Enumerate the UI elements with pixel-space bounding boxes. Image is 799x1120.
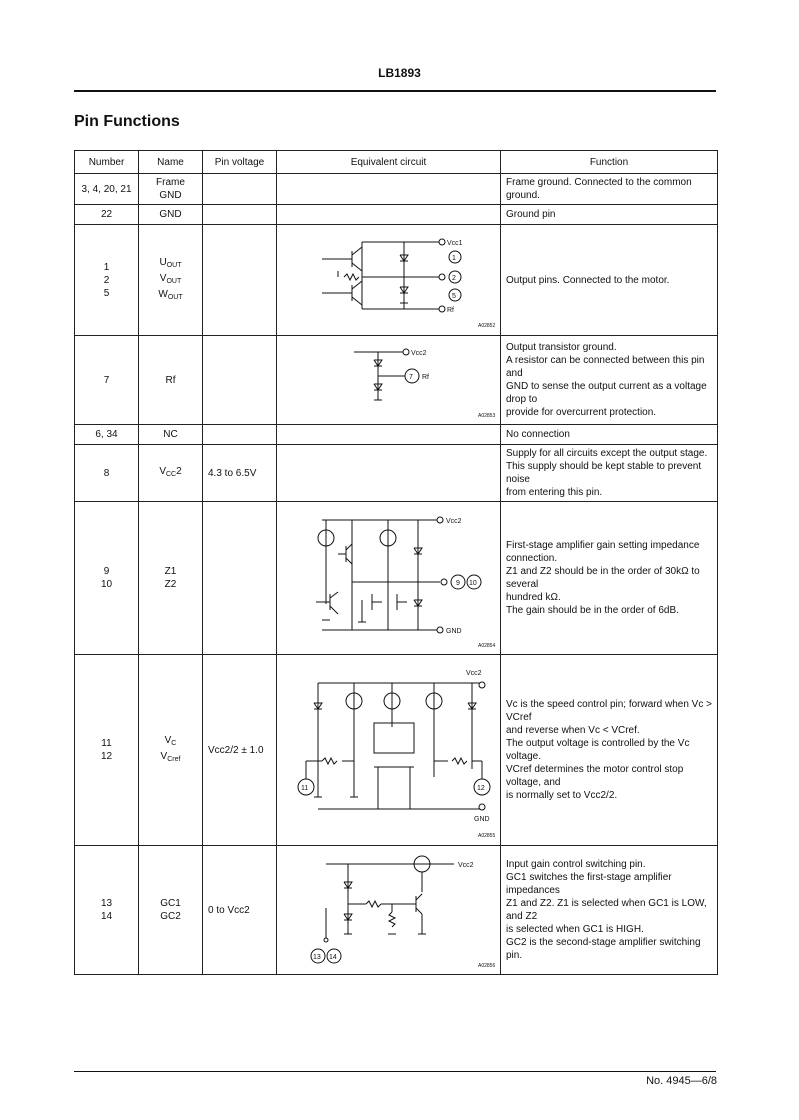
function-text: Output pins. Connected to the motor. [506, 274, 670, 286]
drawing-code: A02856 [478, 963, 496, 969]
pin-number: 6, 34 [75, 425, 139, 445]
pin-number: 3, 4, 20, 21 [75, 174, 139, 205]
column-header-equivalent-circuit: Equivalent circuit [277, 151, 501, 174]
label-vcc1: Vcc1 [447, 240, 463, 247]
pin-voltage [203, 174, 277, 205]
function-text: VCref determines the motor control stop voltage, and [506, 764, 684, 788]
pin-name: GND [139, 205, 203, 225]
output-circuit-diagram [282, 227, 506, 333]
pin-voltage [203, 336, 277, 425]
pin-marker-9: 9 [456, 580, 460, 587]
pin-number-12: 12 [100, 751, 113, 762]
drawing-code: A02854 [478, 643, 496, 649]
column-header-number: Number [75, 151, 139, 174]
pin-number-2: 2 [103, 274, 110, 286]
function-text: Ground pin [506, 209, 556, 220]
footer-rule [74, 1071, 716, 1072]
document-title: LB1893 [378, 66, 421, 80]
pin-number-1: 1 [103, 261, 110, 273]
pin-name-gc1: GC1 [160, 898, 181, 909]
function-text: is normally set to Vcc2/2. [506, 790, 618, 801]
function-text: The output voltage is controlled by the Vc voltage. [506, 738, 690, 762]
pin-marker-1: 1 [452, 255, 456, 262]
function-text: GC1 switches the first-stage amplifier impedances [506, 872, 672, 896]
pin-marker-14: 14 [329, 954, 337, 961]
pin-function [501, 174, 718, 205]
pin-voltage: Vcc2/2 ± 1.0 [203, 655, 277, 846]
pin-function [501, 336, 718, 425]
function-text: hundred kΩ. [506, 592, 561, 603]
label-vcc2: Vcc2 [411, 350, 427, 357]
equivalent-circuit [277, 225, 501, 336]
pin-name-gc2: GC2 [160, 911, 181, 922]
pin-voltage [203, 225, 277, 336]
equivalent-circuit [277, 425, 501, 445]
header-rule [74, 90, 716, 92]
table-row [75, 336, 718, 425]
pin-name [139, 225, 203, 336]
pin-number-11: 11 [101, 738, 112, 749]
pin-number-14: 14 [100, 911, 113, 922]
pin-marker-7: 7 [409, 374, 413, 381]
pin-name-vcref: $V_{Cref}$ [160, 751, 181, 763]
function-text: Frame ground. Connected to the common ground. [506, 177, 692, 201]
table-row [75, 655, 718, 846]
table-row [75, 225, 718, 336]
label-vcc2: Vcc2 [466, 670, 482, 677]
pin-number: 22 [75, 205, 139, 225]
label-gnd: GND [474, 816, 490, 823]
table-header-row [75, 151, 718, 174]
function-text: and reverse when Vc < VCref. [506, 725, 640, 736]
pin-name-z1: Z1 [164, 566, 177, 577]
function-text: This supply should be kept stable to prevent noise [506, 461, 702, 485]
column-header-function: Function [501, 151, 718, 174]
pin-number-5: 5 [103, 287, 110, 299]
function-text: Supply for all circuits except the output stage. [506, 448, 708, 459]
column-header-name: Name [139, 151, 203, 174]
pin-number: 8 [75, 445, 139, 502]
gc-circuit-diagram [282, 848, 506, 972]
table-row [75, 174, 718, 205]
pin-name-w-out: $W_{OUT}$ [158, 289, 183, 301]
label-rf: Rf [422, 374, 429, 381]
pin-name: Rf [139, 336, 203, 425]
equivalent-circuit [277, 655, 501, 846]
pin-function [501, 445, 718, 502]
function-text: GC2 is the second-stage amplifier switching pin. [506, 937, 701, 961]
table-row [75, 445, 718, 502]
pin-name-z2: Z2 [164, 579, 177, 590]
pin-function [501, 425, 718, 445]
pin-function [501, 225, 718, 336]
function-text: Z1 and Z2. Z1 is selected when GC1 is LOW, and Z2 [506, 898, 707, 922]
function-text: First-stage amplifier gain setting impedance [506, 540, 700, 551]
equivalent-circuit [277, 445, 501, 502]
equivalent-circuit [277, 336, 501, 425]
function-text: Input gain control switching pin. [506, 859, 646, 870]
pin-voltage [203, 205, 277, 225]
equivalent-circuit [277, 174, 501, 205]
function-text: is selected when GC1 is HIGH. [506, 924, 644, 935]
pin-function [501, 655, 718, 846]
function-text: The gain should be in the order of 6dB. [506, 605, 679, 616]
function-text: Output transistor ground. [506, 342, 617, 353]
function-text: provide for overcurrent protection. [506, 407, 657, 418]
table-row [75, 205, 718, 225]
function-text: Z1 and Z2 should be in the order of 30kΩ to several [506, 566, 700, 590]
z-circuit-diagram [282, 504, 506, 652]
pin-name-vc: $V_C$ [164, 735, 177, 747]
pin-number-10: 10 [100, 579, 113, 590]
function-text: Vc is the speed control pin; forward when Vc > VCref [506, 699, 712, 723]
label-rf: Rf [447, 307, 454, 314]
pin-name [139, 655, 203, 846]
pin-marker-11: 11 [301, 785, 309, 792]
equivalent-circuit [277, 502, 501, 655]
label-vcc2: Vcc2 [446, 518, 462, 525]
label-vcc2: Vcc2 [458, 862, 474, 869]
pin-function [501, 846, 718, 975]
pin-voltage: 4.3 to 6.5V [203, 445, 277, 502]
label-gnd: GND [446, 628, 462, 635]
vc-circuit-diagram [282, 657, 506, 843]
function-text: No connection [506, 429, 570, 440]
function-text: GND to sense the output current as a voltage drop to [506, 381, 707, 405]
pin-name-u-out: $U_{OUT}$ [159, 257, 182, 269]
pin-name: $V_{CC}2$ [139, 445, 203, 502]
pin-number-13: 13 [100, 898, 113, 909]
pin-number [75, 655, 139, 846]
pin-voltage [203, 502, 277, 655]
drawing-code: A02853 [478, 413, 496, 419]
pin-marker-5: 5 [452, 293, 456, 300]
section-title: Pin Functions [74, 113, 180, 130]
pin-marker-10: 10 [469, 580, 477, 587]
table-row [75, 425, 718, 445]
drawing-code: A02852 [478, 323, 496, 329]
pin-voltage: 0 to Vcc2 [203, 846, 277, 975]
page-number: No. 4945—6/8 [646, 1075, 717, 1087]
equivalent-circuit [277, 846, 501, 975]
pin-function [501, 502, 718, 655]
pin-function [501, 205, 718, 225]
table-row [75, 846, 718, 975]
pin-marker-2: 2 [452, 275, 456, 282]
function-text: A resistor can be connected between this pin and [506, 355, 705, 379]
pin-marker-13: 13 [313, 954, 321, 961]
pin-number-9: 9 [103, 566, 110, 577]
pin-marker-12: 12 [477, 785, 485, 792]
table-row [75, 502, 718, 655]
pin-name-v-out: $V_{OUT}$ [159, 273, 182, 285]
pin-name: Frame GND [139, 174, 203, 205]
equivalent-circuit [277, 205, 501, 225]
column-header-pin-voltage: Pin voltage [203, 151, 277, 174]
pin-name: NC [139, 425, 203, 445]
pin-number [75, 225, 139, 336]
function-text: connection. [506, 553, 558, 564]
pin-number [75, 502, 139, 655]
pin-number [75, 846, 139, 975]
pin-name [139, 846, 203, 975]
rf-circuit-diagram [282, 338, 506, 422]
pin-voltage [203, 425, 277, 445]
pin-number: 7 [75, 336, 139, 425]
function-text: from entering this pin. [506, 487, 603, 498]
pin-functions-table [74, 150, 718, 975]
pin-name [139, 502, 203, 655]
drawing-code: A02855 [478, 833, 496, 839]
